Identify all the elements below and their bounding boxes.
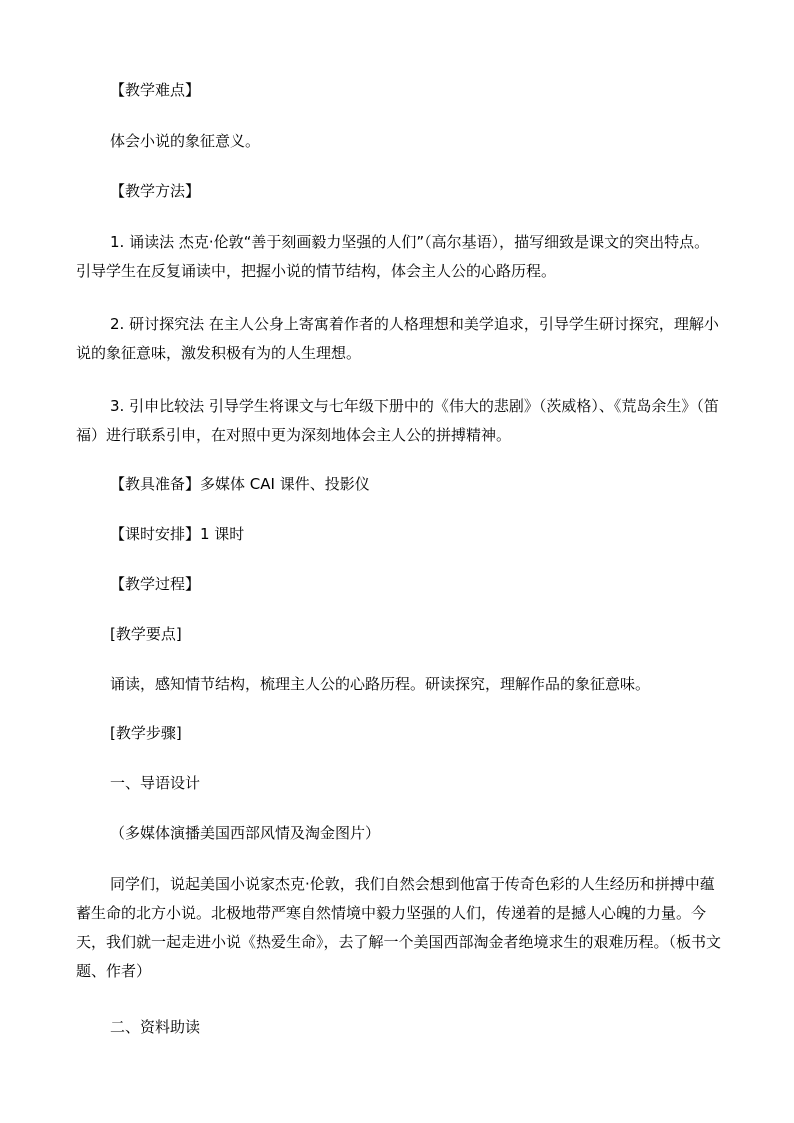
schedule-line: 【课时安排】1 课时 [110,525,245,543]
method-item-2: 2. 研讨探究法 在主人公身上寄寓着作者的人格理想和美学追求，引导学生研讨探究，理解小说的象征意味，激发积极有为的人生理想。 [76,315,719,362]
method-heading: 【教学方法】 [110,182,201,200]
process-heading: 【教学过程】 [110,575,201,593]
method-item-1: 1. 诵读法 杰克·伦敦“善于刻画毅力坚强的人们”（高尔基语），描写细致是课文的突出特点。引导学生在反复诵读中，把握小说的情节结构，体会主人公的心路历程。 [76,233,710,280]
method-item-3: 3. 引申比较法 引导学生将课文与七年级下册中的《伟大的悲剧》（茨威格）、《荒岛余生》（笛福）进行联系引申，在对照中更为深刻地体会主人公的拼搏精神。 [76,397,719,444]
multimedia-note: （多媒体演播美国西部风情及淘金图片） [110,824,381,842]
section-2-heading: 二、资料助读 [110,1018,201,1036]
tools-line: 【教具准备】多媒体 CAI 课件、投影仪 [110,475,370,493]
key-points-heading: [教学要点] [110,625,182,643]
section-1-heading: 一、导语设计 [110,774,201,792]
difficulty-text: 体会小说的象征意义。 [110,132,261,150]
intro-paragraph: 同学们，说起美国小说家杰克·伦敦，我们自然会想到他富于传奇色彩的人生经历和拼搏中蕴蓄生命的北方小说。北极地带严寒自然情境中毅力坚强的人们，传递着的是撼人心魄的力量。今天，我们就一起走进小说《热爱生命》，去了解一个美国西部淘金者绝境求生的艰难历程。（板书文题、作者） [76,875,722,980]
key-points-text: 诵读，感知情节结构，梳理主人公的心路历程。研读探究，理解作品的象征意味。 [110,675,651,693]
difficulty-heading: 【教学难点】 [110,81,201,99]
steps-heading: [教学步骤] [110,724,182,742]
